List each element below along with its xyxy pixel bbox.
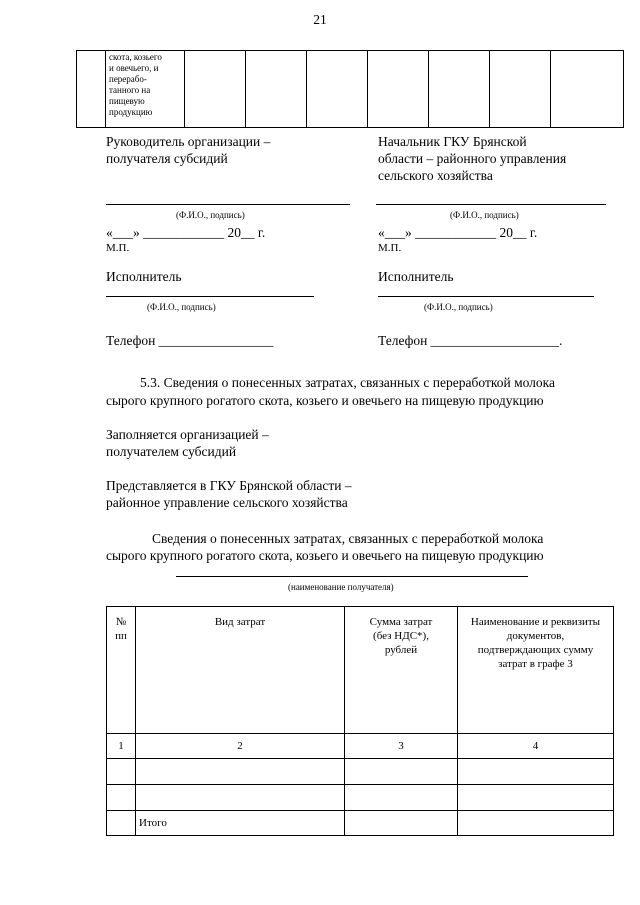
section-heading-line1: 5.3. Сведения о понесенных затратах, связанных с переработкой молока — [140, 375, 556, 390]
category-line: перерабо- — [109, 74, 147, 84]
header-cell-amount — [345, 607, 458, 734]
filled-by-line2: получателем субсидий — [106, 444, 237, 459]
left-phone: Телефон _________________ — [106, 333, 274, 348]
right-phone: Телефон ___________________. — [378, 333, 563, 348]
table-cell — [368, 51, 429, 128]
table-cell — [551, 51, 624, 128]
right-title-line1: Начальник ГКУ Брянской — [378, 134, 527, 149]
filled-by-line1: Заполняется организацией – — [106, 427, 269, 442]
left-signature-caption: (Ф.И.О., подпись) — [176, 210, 245, 220]
header-text: № — [115, 616, 127, 628]
table-cell — [136, 759, 345, 785]
table-cell — [77, 51, 106, 128]
table-row — [77, 51, 624, 128]
continuation-table — [76, 50, 624, 128]
header-text: Наименование и реквизиты — [470, 616, 601, 628]
left-title-line2: получателя субсидий — [106, 151, 228, 166]
table-cell — [107, 785, 136, 811]
left-title-line1: Руководитель организации – — [106, 134, 271, 149]
form-title-line1: Сведения о понесенных затратах, связанных с переработкой молока — [152, 531, 544, 546]
header-text: документов, — [506, 630, 565, 642]
column-number: 1 — [107, 734, 136, 759]
right-title-line2: области – районного управления — [378, 151, 567, 166]
table-cell — [307, 51, 368, 128]
table-cell — [458, 811, 614, 836]
table-cell — [185, 51, 246, 128]
table-cell — [107, 759, 136, 785]
table-cell — [107, 811, 136, 836]
header-text: затрат в графе 3 — [498, 658, 573, 670]
table-header-row — [107, 607, 614, 734]
table-cell — [345, 785, 458, 811]
header-text: рублей — [384, 644, 418, 656]
category-line: и овечьего, и — [109, 63, 159, 73]
table-row — [107, 785, 614, 811]
section-heading-line2: сырого крупного рогатого скота, козьего и овечьего на пищевую продукцию — [106, 393, 544, 408]
left-mp: М.П. — [106, 242, 130, 254]
submitted-line1: Представляется в ГКУ Брянской области – — [106, 478, 352, 493]
recipient-caption: (наименование получателя) — [288, 582, 394, 592]
recipient-line — [176, 576, 528, 577]
table-cell — [490, 51, 551, 128]
left-executor-caption: (Ф.И.О., подпись) — [147, 302, 216, 312]
left-signature-line — [106, 204, 350, 205]
total-label: Итого — [136, 811, 345, 836]
table-cell — [429, 51, 490, 128]
table-cell — [458, 759, 614, 785]
total-row — [107, 811, 614, 836]
left-date-line: «___» ____________ 20__ г. — [106, 225, 266, 240]
header-text: Сумма затрат — [369, 616, 433, 628]
right-executor-caption: (Ф.И.О., подпись) — [424, 302, 493, 312]
right-title-line3: сельского хозяйства — [378, 168, 493, 183]
category-line: танного на — [109, 85, 151, 95]
right-executor-label: Исполнитель — [378, 269, 454, 284]
category-line: скота, козьего — [109, 52, 162, 62]
page-number: 21 — [313, 12, 327, 27]
right-executor-line — [378, 296, 594, 297]
header-text: Вид затрат — [214, 616, 266, 628]
table-row — [107, 759, 614, 785]
right-signature-caption: (Ф.И.О., подпись) — [450, 210, 519, 220]
header-text: (без НДС*), — [373, 630, 429, 642]
column-number-row — [107, 734, 614, 759]
header-text: пп — [115, 630, 127, 642]
left-executor-label: Исполнитель — [106, 269, 182, 284]
right-mp: М.П. — [378, 242, 402, 254]
right-date-line: «___» ____________ 20__ г. — [378, 225, 538, 240]
left-executor-line — [106, 296, 314, 297]
header-text: подтверждающих сумму — [477, 644, 594, 656]
column-number: 2 — [136, 734, 345, 759]
category-line: пищевую — [109, 96, 145, 106]
table-cell — [246, 51, 307, 128]
header-cell-cost-type — [136, 607, 345, 734]
column-number: 3 — [345, 734, 458, 759]
table-cell — [345, 759, 458, 785]
header-cell-number — [107, 607, 136, 734]
column-number: 4 — [458, 734, 614, 759]
category-line: продукцию — [109, 107, 153, 117]
category-cell — [106, 51, 185, 128]
table-cell — [458, 785, 614, 811]
right-signature-line — [376, 204, 606, 205]
costs-table — [106, 606, 614, 836]
submitted-line2: районное управление сельского хозяйства — [106, 495, 348, 510]
form-title-line2: сырого крупного рогатого скота, козьего и овечьего на пищевую продукцию — [106, 548, 544, 563]
table-cell — [136, 785, 345, 811]
table-cell — [345, 811, 458, 836]
header-cell-documents — [458, 607, 614, 734]
